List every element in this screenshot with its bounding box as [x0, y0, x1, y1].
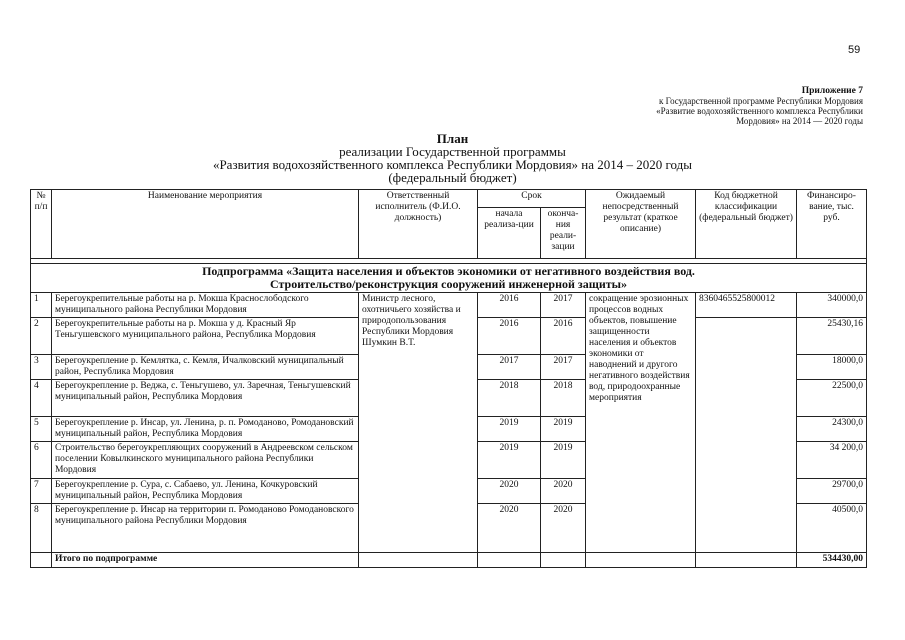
row-start: 2020 — [478, 504, 541, 553]
row-name: Берегоукрепление р. Веджа, с. Теньгушево, ул. Заречная, Теньгушевский муниципальный район, Республика Мордовия — [52, 380, 359, 417]
total-label: Итого по подпрограмме — [52, 553, 359, 568]
row-end: 2020 — [541, 479, 586, 504]
row-finance: 24300,0 — [797, 417, 867, 442]
appendix-line-3: Мордовия» на 2014 — 2020 годы — [736, 116, 863, 126]
header-result: Ожидаемый непосредственный результат (краткое описание) — [586, 190, 696, 259]
row-finance: 18000,0 — [797, 355, 867, 380]
appendix-header — [533, 86, 863, 126]
row-start: 2018 — [478, 380, 541, 417]
appendix-line-1: к Государственной программе Республики Мордовия — [659, 96, 863, 106]
row-start: 2016 — [478, 318, 541, 355]
row-name: Берегоукрепление р. Инсар на территории п. Ромоданово Ромодановского муниципального района Республики Мордовия — [52, 504, 359, 553]
code-empty-cell — [696, 318, 797, 553]
header-start: начала реализа-ции — [478, 208, 541, 259]
row-finance: 34 200,0 — [797, 442, 867, 479]
row-name: Берегоукрепление р. Сура, с. Сабаево, ул. Ленина, Кочкуровский муниципальный район, Республика Мордовия — [52, 479, 359, 504]
row-num: 1 — [31, 293, 52, 318]
row-name: Берегоукрепление р. Инсар, ул. Ленина, р. п. Ромоданово, Ромодановский муниципальный район, Республика Мордовия — [52, 417, 359, 442]
row-start: 2017 — [478, 355, 541, 380]
title-main: План — [436, 131, 469, 146]
row-start: 2019 — [478, 417, 541, 442]
result-cell: сокращение эрозионных процессов водных объектов, повышение защищенности населения и объектов экономики от наводнений и другого негативного воздействия вод, природоохранные мероприятия — [586, 293, 696, 553]
header-responsible: Ответственный исполнитель (Ф.И.О. должность) — [359, 190, 478, 259]
row-num: 6 — [31, 442, 52, 479]
subprogram-line-1: Подпрограмма «Защита населения и объектов экономики от негативного воздействия вод. — [202, 264, 695, 278]
row-name: Берегоукрепительные работы на р. Мокша у д. Красный Яр Теньгушевского муниципального района, Республика Мордовия — [52, 318, 359, 355]
row-end: 2017 — [541, 355, 586, 380]
row-end: 2018 — [541, 380, 586, 417]
title-line-1: реализации Государственной программы — [339, 144, 566, 159]
total-value: 534430,00 — [797, 553, 867, 568]
row-num: 3 — [31, 355, 52, 380]
row-num: 4 — [31, 380, 52, 417]
header-name: Наименование мероприятия — [52, 190, 359, 259]
row-finance: 29700,0 — [797, 479, 867, 504]
row-start: 2020 — [478, 479, 541, 504]
row-num: 2 — [31, 318, 52, 355]
row-start: 2016 — [478, 293, 541, 318]
header-end: оконча-ния реали-зации — [541, 208, 586, 259]
row-end: 2019 — [541, 417, 586, 442]
subprogram-row — [31, 264, 867, 293]
header-term: Срок — [478, 190, 586, 208]
total-empty — [478, 553, 541, 568]
total-empty — [359, 553, 478, 568]
row-name: Берегоукрепление р. Кемлятка, с. Кемля, Ичалковский муниципальный район, Республика Мордовия — [52, 355, 359, 380]
table-row — [31, 293, 867, 318]
header-code: Код бюджетной классификации (федеральный бюджет) — [696, 190, 797, 259]
row-num: 8 — [31, 504, 52, 553]
row-finance: 340000,0 — [797, 293, 867, 318]
row-finance: 25430,16 — [797, 318, 867, 355]
row-end: 2016 — [541, 318, 586, 355]
total-empty — [586, 553, 696, 568]
row-finance: 22500,0 — [797, 380, 867, 417]
row-end: 2017 — [541, 293, 586, 318]
title-line-3: (федеральный бюджет) — [388, 170, 517, 185]
header-num: № п/п — [31, 190, 52, 259]
row-end: 2019 — [541, 442, 586, 479]
subprogram-line-2: Строительство/реконструкция сооружений инженерной защиты» — [269, 277, 628, 291]
header-row — [31, 190, 867, 208]
responsible-cell: Министр лесного, охотничьего хозяйства и природопользования Республики Мордовия Шумкин В.Т. — [359, 293, 478, 553]
title-line-2: «Развития водохозяйственного комплекса Республики Мордовия» на 2014 – 2020 годы — [212, 157, 693, 172]
appendix-title: Приложение 7 — [801, 86, 863, 96]
row-end: 2020 — [541, 504, 586, 553]
total-empty — [541, 553, 586, 568]
page-number: 59 — [848, 44, 861, 56]
total-num-empty — [31, 553, 52, 568]
row-finance: 40500,0 — [797, 504, 867, 553]
row-num: 5 — [31, 417, 52, 442]
document-title — [0, 132, 905, 184]
row-name: Берегоукрепительные работы на р. Мокша Краснослободского муниципального района Республики Мордовия — [52, 293, 359, 318]
code-cell: 8360465525800012 — [696, 293, 797, 318]
row-start: 2019 — [478, 442, 541, 479]
row-name: Строительство берегоукрепляющих сооружений в Андреевском сельском поселении Ковылкинского муниципального района Республики Мордовия — [52, 442, 359, 479]
total-empty — [696, 553, 797, 568]
row-num: 7 — [31, 479, 52, 504]
total-row — [31, 553, 867, 568]
plan-table — [30, 189, 867, 568]
appendix-line-2: «Развитие водохозяйственного комплекса Республики — [656, 106, 863, 116]
header-finance: Финансиро-вание, тыс. руб. — [797, 190, 867, 259]
